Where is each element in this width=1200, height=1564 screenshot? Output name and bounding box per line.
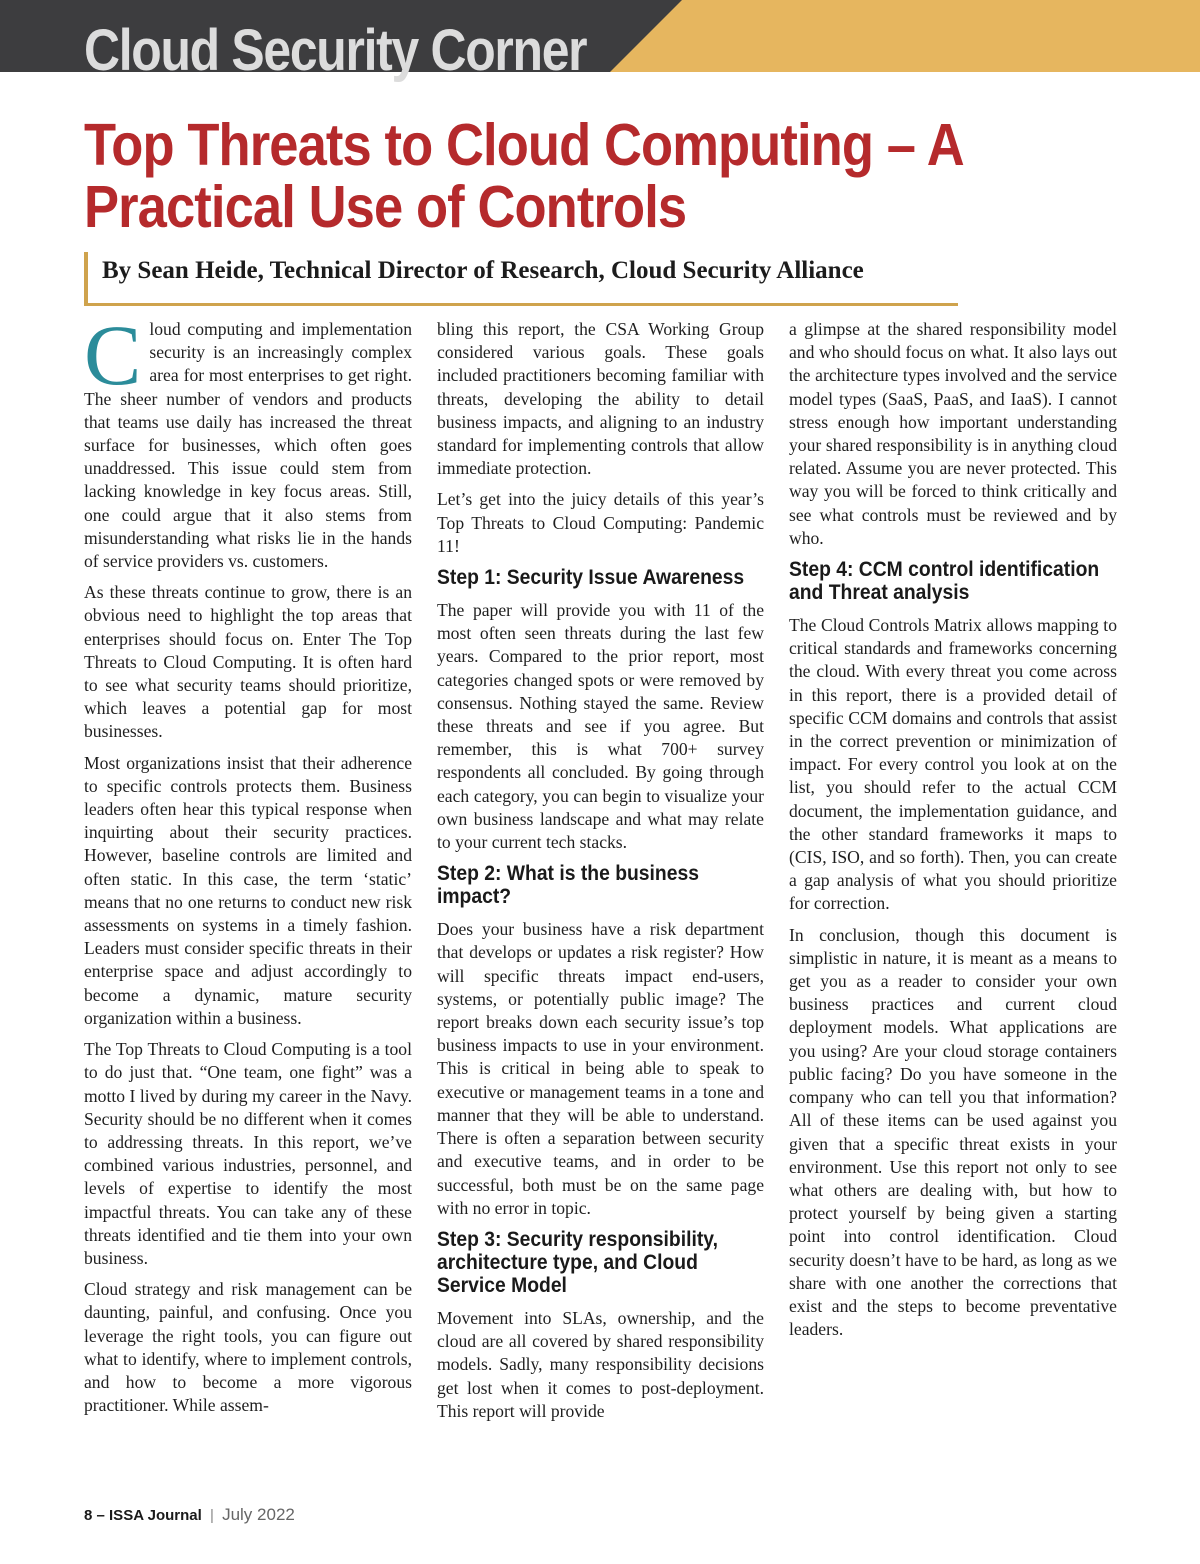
step-4-heading: Step 4: CCM control identification and Threat analysis — [789, 558, 1100, 605]
paragraph: In conclusion, though this document is simplistic in nature, it is meant as a means to get you as a reader to consider your own business practices and current cloud deployment models. What applications are you using? Are your cloud storage containers public facing? Do you have someone in the company who can tell you that information? All of these items can be used against you given that a specific threat exists in your environment. Use this report not only to see what others are dealing with, but how to protect yourself by being given a starting point into control identification. Cloud security doesn’t have to be hard, as long as we share with one another the corrections that exist and the steps to become preventative leaders. — [789, 924, 1117, 1340]
paragraph: The Top Threats to Cloud Computing is a tool to do just that. “One team, one fight” was a motto I lived by during my career in the Navy. Security should be no different when it comes to addressing threats. In this report, we’ve combined various industries, personnel, and levels of expertise to identify the most impactful threats. You can take any of these threats identified and tie them into your own business. — [84, 1039, 412, 1268]
paragraph: Most organizations insist that their adherence to specific controls protects them. Business leaders often hear this typical response when inquirting about their security practices. However, baseline controls are limited and often static. In this case, the term ‘static’ means that no one returns to conduct new risk assessments on systems in a timely fashion. Leaders must consider specific threats in their enterprise space and adjust accordingly to become a dynamic, mature security organization within a business. — [84, 752, 412, 1028]
paragraph — [84, 307, 412, 573]
byline-box — [84, 252, 958, 306]
paragraph: Let’s get into the juicy details of this year’s Top Threats to Cloud Computing: Pandemic 11! — [437, 489, 764, 556]
footer-separator: | — [210, 1507, 214, 1524]
paragraph: a glimpse at the shared responsibility model and who should focus on what. It also lays out the architecture types involved and the service model types (SaaS, PaaS, and IaaS). I cannot stress enough how important understanding your shared responsibility is in anything cloud related. Assume you are never protected. This way you will be forced to think critically and see what controls must be reviewed and by who. — [789, 319, 1117, 548]
page-number: 8 – ISSA Journal — [84, 1507, 202, 1524]
column-2 — [437, 318, 764, 1431]
paragraph: Movement into SLAs, ownership, and the cloud are all covered by shared responsibility models. Sadly, many responsibility decisions get lost when it comes to post-deployment. This report will provide — [437, 1307, 764, 1421]
page-footer — [84, 1505, 295, 1525]
step-3-heading: Step 3: Security responsibility, architecture type, and Cloud Service Model — [437, 1227, 718, 1297]
column-3 — [789, 318, 1117, 1349]
paragraph: Does your business have a risk department that develops or updates a risk register? How will specific threats impact end-users, systems, or potentially public image? The report breaks down each security issue’s top business impacts to use in your environment. This is critical in being able to speak to executive or management teams in a tone and manner that they will be able to understand. There is often a separation between security and executive teams, and in order to be successful, both must be on the same page with no error in topic. — [437, 919, 764, 1218]
article-title: Top Threats to Cloud Computing – A Practical Use of Controls — [84, 112, 962, 240]
section-title: Cloud Security Corner — [84, 18, 587, 83]
paragraph: bling this report, the CSA Working Group considered various goals. These goals included practitioners becoming familiar with threats, developing the ability to detail business impacts, and aligning to an industry standard for implementing controls that allow immediate protection. — [437, 319, 764, 479]
paragraph-text: loud computing and implementation security is an increasingly complex area for most enterprises to get right. The sheer number of vendors and products that teams use daily has increased the threat surface for businesses, which often goes unaddressed. This issue could stem from lacking knowledge in key focus areas. Still, one could argue that it also stems from misunderstanding what risks lie in the hands of service providers vs. customers. — [84, 319, 412, 572]
step-2-heading: Step 2: What is the business impact? — [437, 862, 699, 909]
paragraph: The Cloud Controls Matrix allows mapping to critical standards and frameworks concerning the cloud. With every threat you come across in this report, there is a provided detail of specific CCM domains and controls that assist in the correct prevention or minimization of impact. For every control you look at on the list, you should refer to the actual CCM document, the implementation guidance, and the other standard frameworks it maps to (CIS, ISO, and so forth). Then, you can create a gap analysis of what you should prioritize for correction. — [789, 615, 1117, 914]
column-1 — [84, 307, 412, 1425]
paragraph: The paper will provide you with 11 of the most often seen threats during the last few years. Compared to the prior report, most categories changed spots or were removed by consensus. Nothing stayed the same. Review these threats and see if you agree. But remember, this is what 700+ survey respondents all concluded. By going through each category, you can begin to visualize your own business landscape and what may relate to your current tech stacks. — [437, 600, 764, 853]
paragraph: As these threats continue to grow, there is an obvious need to highlight the top areas that enterprises should focus on. Enter The Top Threats to Cloud Computing. It is often hard to see what security teams should prioritize, which leaves a potential gap for most businesses. — [84, 582, 412, 742]
section-banner — [0, 0, 1200, 83]
drop-cap: C — [84, 307, 142, 403]
issue-date: July 2022 — [222, 1505, 295, 1524]
paragraph: Cloud strategy and risk management can be daunting, painful, and confusing. Once you leverage the right tools, you can figure out what to identify, where to implement controls, and how to become a more vigorous practitioner. While assem- — [84, 1279, 412, 1416]
step-1-heading: Step 1: Security Issue Awareness — [437, 566, 745, 590]
byline: By Sean Heide, Technical Director of Research, Cloud Security Alliance — [102, 257, 864, 284]
